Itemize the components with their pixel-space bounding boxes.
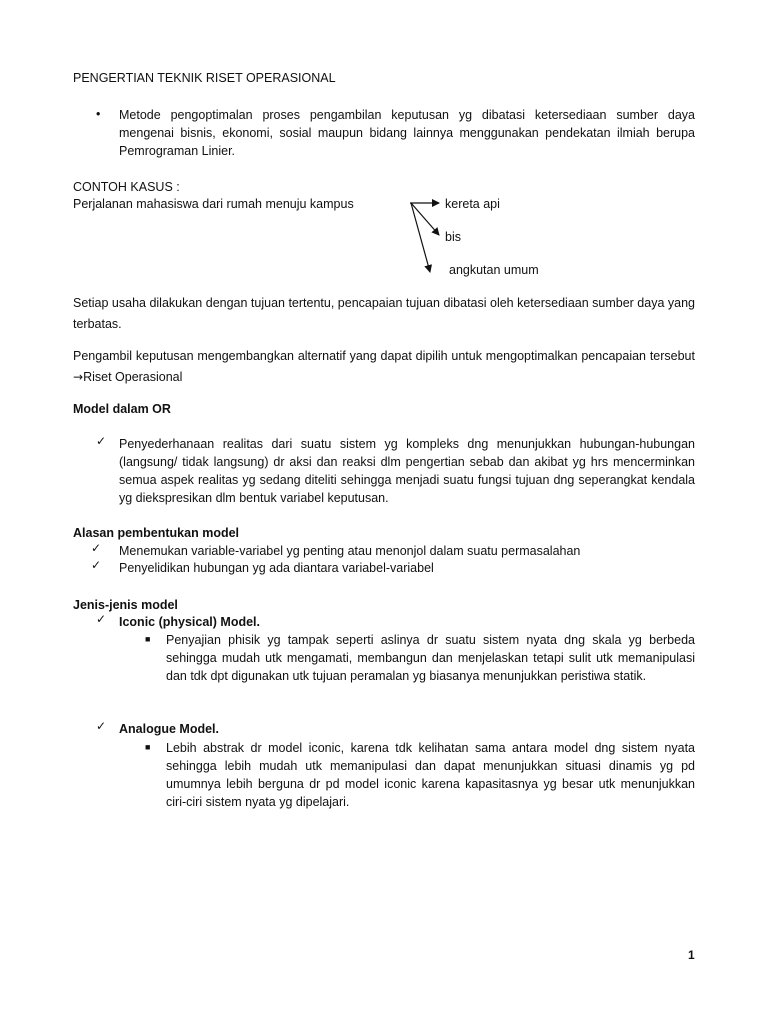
square-bullet-icon: ■ — [145, 742, 151, 752]
check-icon: ✓ — [96, 434, 107, 448]
jenis-heading: Jenis-jenis model — [73, 598, 178, 612]
check-icon: ✓ — [91, 558, 102, 572]
contoh-target-angkutan: angkutan umum — [449, 263, 539, 277]
model-or-item: Penyederhanaan realitas dari suatu sistem yg kompleks dng menunjukkan hubungan-hubungan (langsung/ tidak langsung) dr aksi dan reaksi dlm pengertian sebab dan akibat yg hrs mencerminkan semua aspek realitas yg sedang diteliti sehingga menjadi suatu fungsi tujuan dng seperangkat kendala yg diekspresikan dlm bentuk variabel keputusan. — [119, 437, 695, 505]
right-arrow-icon: → — [73, 370, 84, 384]
bullet-icon: • — [96, 107, 101, 121]
analogue-model-title: Analogue Model. — [119, 722, 219, 736]
riset-operasional-text: Riset Operasional — [83, 370, 183, 384]
check-icon: ✓ — [96, 612, 107, 626]
intro-bullet-text: Metode pengoptimalan proses pengambilan keputusan yg dibatasi ketersediaan sumber daya mengenai bisnis, ekonomi, sosial maupun bidang lainnya menggunakan pendekatan ilmiah berupa Pemrograman Linier. — [119, 108, 695, 158]
check-icon: ✓ — [91, 541, 102, 555]
alasan-item-2: Penyelidikan hubungan yg ada diantara variabel-variabel — [119, 561, 434, 575]
iconic-model-desc: Penyajian phisik yg tampak seperti aslinya dr suatu sistem nyata dng skala yg berbeda sehingga mudah utk mengamati, membangun dan menjelaskan tetapi sulit utk memanipulasi dan tdk dpt digunakan utk tujuan peramalan yg biasanya menunjukkan peristiwa statik. — [166, 633, 695, 683]
iconic-model-title: Iconic (physical) Model. — [119, 615, 260, 629]
contoh-kasus-source: Perjalanan mahasiswa dari rumah menuju kampus — [73, 197, 354, 211]
paragraph-pengambil-text: Pengambil keputusan mengembangkan alternatif yang dapat dipilih untuk mengoptimalkan pencapaian tersebut — [73, 349, 695, 363]
page-number: 1 — [688, 948, 695, 962]
analogue-model-desc: Lebih abstrak dr model iconic, karena tdk kelihatan sama antara model dng sistem nyata sehingga lebih mudah utk memanipulasi dan dapat menunjukkan situasi dinamis yg pd umumnya lebih berguna dr pd model iconic karena kapasitasnya yg besar utk menunjukkan ciri-ciri sistem nyata yg dipelajari. — [166, 741, 695, 809]
paragraph-usaha: Setiap usaha dilakukan dengan tujuan tertentu, pencapaian tujuan dibatasi oleh ketersediaan sumber daya yang terbatas. — [73, 296, 695, 331]
check-icon: ✓ — [96, 719, 107, 733]
contoh-target-bis: bis — [445, 230, 461, 244]
model-or-heading: Model dalam OR — [73, 402, 171, 416]
alasan-heading: Alasan pembentukan model — [73, 526, 240, 540]
contoh-kasus-heading: CONTOH KASUS : — [73, 180, 180, 194]
document-title: PENGERTIAN TEKNIK RISET OPERASIONAL — [73, 71, 336, 85]
alasan-item-1: Menemukan variable-variabel yg penting atau menonjol dalam suatu permasalahan — [119, 544, 581, 558]
square-bullet-icon: ■ — [145, 634, 151, 644]
paragraph-pengambil — [73, 346, 695, 388]
contoh-target-kereta: kereta api — [445, 197, 500, 211]
